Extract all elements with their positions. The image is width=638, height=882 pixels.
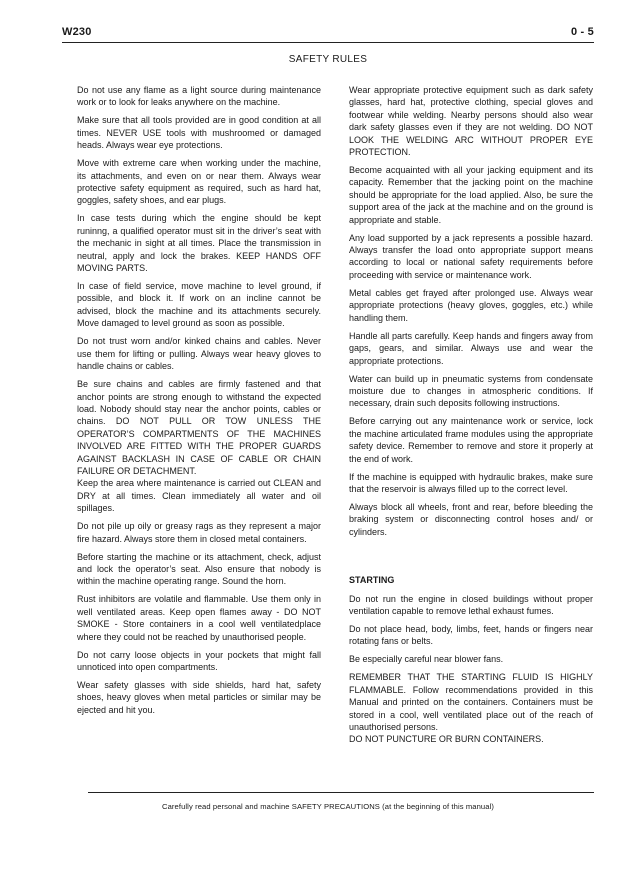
paragraph: Do not place head, body, limbs, feet, hands or fingers near rotating fans or belts. xyxy=(349,623,593,647)
paragraph: Do not run the engine in closed buildings without proper ventilation capable to remove lethal exhaust fumes. xyxy=(349,593,593,616)
paragraph: Keep the area where maintenance is carried out CLEAN and DRY at all times. Clean immediately all water and oil spillages. xyxy=(77,478,321,514)
paragraph: If the machine is equipped with hydraulic brakes, make sure that the reservoir is always filled up to the correct level. xyxy=(349,471,593,494)
footer-note: Carefully read personal and machine SAFETY PRECAUTIONS (at the beginning of this manual) xyxy=(162,802,494,811)
paragraph: Do not pile up oily or greasy rags as they represent a major fire hazard. Always store them in closed metal containers. xyxy=(77,521,321,544)
paragraph: DO NOT PUNCTURE OR BURN CONTAINERS. xyxy=(349,734,544,745)
paragraph: Wear safety glasses with side shields, hard hat, safety shoes, heavy gloves when metal particles or similar may be ejected and hit you. xyxy=(77,680,321,715)
paragraph: Handle all parts carefully. Keep hands and fingers away from gaps, gears, and similar. Always use and wear the appropriate protections. xyxy=(349,330,593,366)
starting-heading: STARTING xyxy=(349,575,395,586)
paragraph: Always block all wheels, front and rear, before bleeding the braking system or disconnecting control hoses and/ or cylinders. xyxy=(349,501,593,537)
paragraph: Become acquainted with all your jacking equipment and its capacity. Remember that the jacking point on the machine should be appropriate for the load applied. Also, be sure the support area of the jack at the machine and on the ground is appropriate and stable. xyxy=(349,165,593,225)
paragraph: REMEMBER THAT THE STARTING FLUID IS HIGHLY FLAMMABLE. Follow recommendations provided in this Manual and printed on the containers. Containers must be stored in a cool, well ventilated place out of the reach of unauthorised persons. xyxy=(349,672,593,732)
paragraph: Do not trust worn and/or kinked chains and cables. Never use them for lifting or pulling. Always wear heavy gloves to handle chains or cables. xyxy=(77,336,321,372)
left-column xyxy=(77,84,321,722)
paragraph: In case of field service, move machine to level ground, if possible, and block it. If work on an incline cannot be advised, block the machine and its attachments securely. Move damaged to level ground as soon as possible. xyxy=(77,281,321,329)
page-header xyxy=(62,24,594,42)
paragraph: Do not carry loose objects in your pockets that might fall unnoticed into open compartments. xyxy=(77,649,321,672)
paragraph: Be especially careful near blower fans. xyxy=(349,654,504,665)
footer-divider xyxy=(88,792,594,793)
paragraph: Before carrying out any maintenance work or service, lock the machine articulated frame modules using the appropriate safety device. Remember to remove and store it properly at the end of work. xyxy=(349,416,593,464)
page-number: 0 - 5 xyxy=(570,26,594,38)
paragraph: Move with extreme care when working under the machine, its attachments, and even on or near them. Always wear protective safety equipment as required, such as hard hat, goggles, safety shoes, and ear plugs. xyxy=(77,158,321,206)
paragraph: Rust inhibitors are volatile and flammable. Use them only in well ventilated areas. Keep open flames away - DO NOT SMOKE - Store containers in a cool well ventilatedplace where they could not be reached by unauthorised people. xyxy=(77,594,321,642)
paragraph: Metal cables get frayed after prolonged use. Always wear appropriate protections (heavy gloves, goggles, etc.) while handling them. xyxy=(349,287,593,323)
paragraph: Be sure chains and cables are firmly fastened and that anchor points are strong enough to withstand the expected load. Nobody should stay near the anchor points, cables or chains. DO NOT PULL OR TOW UNLESS THE OPERATOR’S COMPARTMENTS OF THE MACHINES INVOLVED ARE FITTED WITH THE PROPER GUARDS AGAINST BACKLASH IN CASE OF CABLE OR CHAIN FAILURE OR DETACHMENT. xyxy=(77,379,321,476)
paragraph: Water can build up in pneumatic systems from condensate moisture due to changes in atmospheric conditions. If necessary, drain such deposits following instructions. xyxy=(349,373,593,409)
right-column xyxy=(349,84,593,751)
header-divider xyxy=(62,42,594,43)
section-title: SAFETY RULES xyxy=(288,54,368,65)
paragraph: Wear appropriate protective equipment such as dark safety glasses, hard hat, protective clothing, special gloves and footwear while welding. Nearby persons should also wear dark safety glasses even if they are not welding. DO NOT LOOK THE WELDING ARC WITHOUT PROPER EYE PROTECTION. xyxy=(349,85,593,158)
paragraph: Make sure that all tools provided are in good condition at all times. NEVER USE tools with mushroomed or damaged heads. Always wear eye protections. xyxy=(77,115,321,151)
paragraph: Before starting the machine or its attachment, check, adjust and lock the operator’s seat. Also ensure that nobody is within the machine operating range. Sound the horn. xyxy=(77,551,321,587)
paragraph: Do not use any flame as a light source during maintenance work or to look for leaks anywhere on the machine. xyxy=(77,85,321,108)
paragraph: In case tests during which the engine should be kept runinng, a qualified operator must sit in the driver’s seat with the mechanic in sight at all times. Place the transmission in neutral, apply and lock the brakes. KEEP HANDS OFF MOVING PARTS. xyxy=(77,213,321,274)
model-label: W230 xyxy=(62,26,92,38)
paragraph: Any load supported by a jack represents a possible hazard. Always transfer the load onto appropriate support means according to local or national safety requirements before proceeding with service or maintenance work. xyxy=(349,232,593,280)
